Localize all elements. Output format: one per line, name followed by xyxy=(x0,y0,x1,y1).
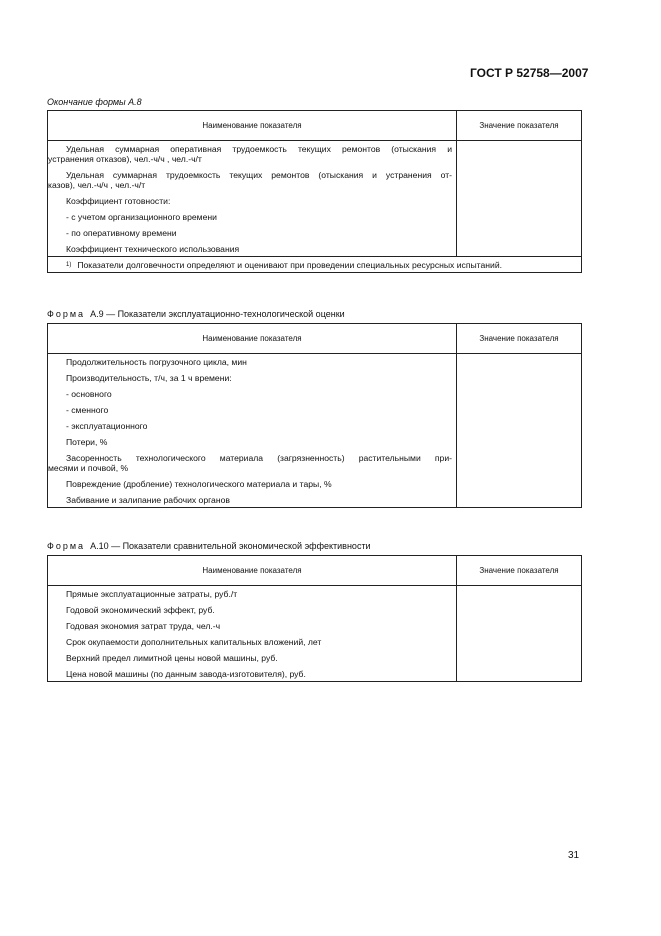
indicator-row xyxy=(48,621,452,631)
indicator-row xyxy=(48,421,452,431)
indicator-text: Годовой экономический эффект, руб. xyxy=(66,605,215,615)
indicator-text: Забивание и залипание рабочих органов xyxy=(66,495,230,505)
table-a9 xyxy=(47,323,582,508)
rows-container xyxy=(48,357,452,505)
indicator-row xyxy=(48,589,452,599)
indicator-row xyxy=(48,196,452,206)
indicator-row xyxy=(48,144,452,164)
table-a8-caption: Окончание формы А.8 xyxy=(47,97,142,107)
rows-container xyxy=(48,589,452,679)
indicator-names xyxy=(48,141,457,257)
indicator-text: Засоренность технологического материала (загрязненность) растительными при- xyxy=(66,453,452,463)
indicator-text: Верхний предел лимитной цены новой машины, руб. xyxy=(66,653,278,663)
indicator-text: Годовая экономия затрат труда, чел.-ч xyxy=(66,621,221,631)
footnote-mark: 1) xyxy=(66,262,72,268)
indicator-text: Продолжительность погрузочного цикла, мин xyxy=(66,357,247,367)
column-header-name: Наименование показателя xyxy=(48,324,457,354)
form-title: А.10 — Показатели сравнительной экономической эффективности xyxy=(90,541,371,551)
indicator-text: Повреждение (дробление) технологического материала и тары, % xyxy=(66,479,332,489)
indicator-row xyxy=(48,479,452,489)
standard-number: ГОСТ Р 52758—2007 xyxy=(470,66,589,80)
indicator-text: - по оперативному времени xyxy=(66,228,177,238)
indicator-row xyxy=(48,170,452,190)
indicator-row xyxy=(48,453,452,473)
indicator-text: - с учетом организационного времени xyxy=(66,212,217,222)
indicator-text: устранения отказов), чел.-ч/ч , чел.-ч/т xyxy=(48,154,202,164)
indicator-values xyxy=(457,141,582,257)
indicator-row xyxy=(48,244,452,254)
footnote-text: Показатели долговечности определяют и оценивают при проведении специальных ресурсных испытаний. xyxy=(77,260,503,270)
indicator-row xyxy=(48,212,452,222)
rows-container xyxy=(48,144,452,254)
indicator-text: Коэффициент технического использования xyxy=(66,244,240,254)
indicator-text: Прямые эксплуатационные затраты, руб./т xyxy=(66,589,238,599)
indicator-row xyxy=(48,405,452,415)
table-a8 xyxy=(47,110,582,273)
indicator-text: казов), чел.-ч/ч , чел.-ч/т xyxy=(48,180,146,190)
column-header-name: Наименование показателя xyxy=(48,111,457,141)
column-header-name: Наименование показателя xyxy=(48,556,457,586)
indicator-names xyxy=(48,354,457,508)
indicator-row xyxy=(48,389,452,399)
indicator-row xyxy=(48,495,452,505)
indicator-row xyxy=(48,228,452,238)
indicator-text: - сменного xyxy=(66,405,109,415)
indicator-row xyxy=(48,357,452,367)
indicator-values xyxy=(457,354,582,508)
indicator-text: Потери, % xyxy=(66,437,108,447)
indicator-text: - основного xyxy=(66,389,112,399)
indicator-text: - эксплуатационного xyxy=(66,421,148,431)
indicator-row xyxy=(48,605,452,615)
indicator-row xyxy=(48,373,452,383)
footnote xyxy=(48,257,582,273)
indicator-row xyxy=(48,653,452,663)
indicator-text: Цена новой машины (по данным завода-изготовителя), руб. xyxy=(66,669,306,679)
column-header-value: Значение показателя xyxy=(457,111,582,141)
form-title: А.9 — Показатели эксплуатационно-технологической оценки xyxy=(90,309,345,319)
table-a10-title xyxy=(47,541,371,551)
column-header-value: Значение показателя xyxy=(457,556,582,586)
column-header-value: Значение показателя xyxy=(457,324,582,354)
form-word: Форма xyxy=(47,309,86,319)
form-word: Форма xyxy=(47,541,86,551)
table-a10 xyxy=(47,555,582,682)
indicator-row xyxy=(48,637,452,647)
indicator-text: Срок окупаемости дополнительных капитальных вложений, лет xyxy=(66,637,322,647)
table-a9-title xyxy=(47,309,345,319)
indicator-text: Удельная суммарная трудоемкость текущих ремонтов (отыскания и устранения от- xyxy=(66,170,452,180)
indicator-row xyxy=(48,669,452,679)
indicator-text: Удельная суммарная оперативная трудоемкость текущих ремонтов (отыскания и xyxy=(66,144,452,154)
indicator-values xyxy=(457,586,582,682)
indicator-text: Коэффициент готовности: xyxy=(66,196,171,206)
indicator-text: месями и почвой, % xyxy=(48,463,129,473)
indicator-text: Производительность, т/ч, за 1 ч времени: xyxy=(66,373,232,383)
indicator-names xyxy=(48,586,457,682)
page-number: 31 xyxy=(568,850,580,861)
indicator-row xyxy=(48,437,452,447)
